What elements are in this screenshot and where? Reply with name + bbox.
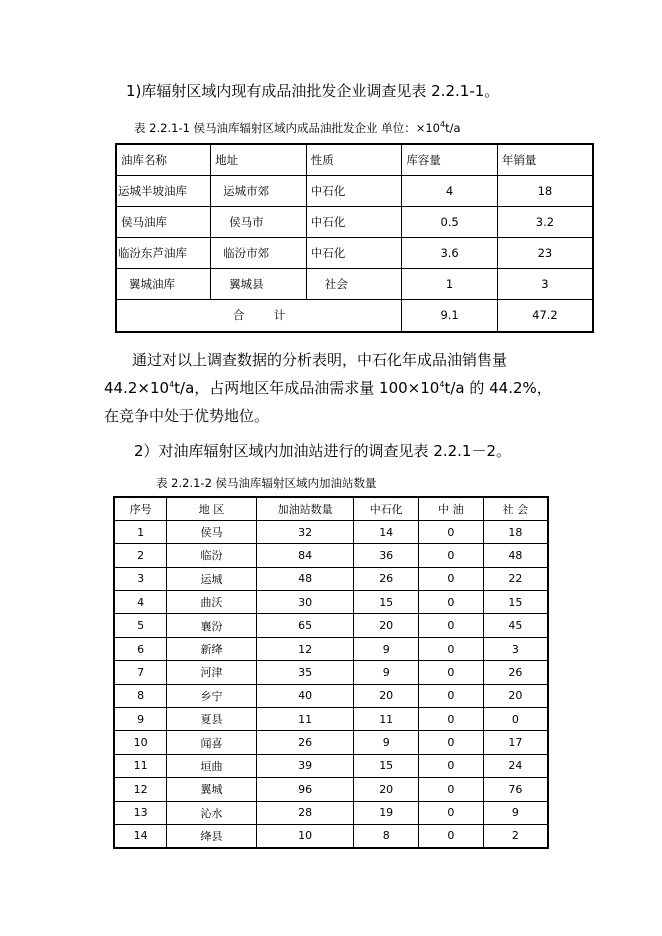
table2-cell: 20 [354, 684, 419, 707]
table2-cell: 65 [256, 614, 354, 637]
table2-cell: 4 [114, 591, 167, 614]
table2-cell: 15 [483, 591, 548, 614]
table-row [114, 778, 548, 801]
table2-cell: 48 [483, 544, 548, 567]
table2-cell: 26 [256, 731, 354, 754]
table1-total-capacity: 9.1 [402, 299, 498, 332]
table2-cell: 10 [114, 731, 167, 754]
table-row [114, 731, 548, 754]
table2-cell: 0 [419, 544, 484, 567]
table-row [114, 614, 548, 637]
table2-cell: 9 [354, 661, 419, 684]
table2-cell: 0 [419, 801, 484, 824]
table2-header-cell: 序号 [114, 497, 167, 520]
table2-cell: 15 [354, 754, 419, 777]
section1-intro: 1)库辐射区域内现有成品油批发企业调查见表 2.2.1-1。 [126, 82, 500, 100]
table2-cell: 20 [354, 778, 419, 801]
table1-cell: 1 [402, 268, 498, 299]
table2-cell: 20 [354, 614, 419, 637]
table1-total-row [116, 299, 593, 332]
table2-cell: 9 [354, 637, 419, 660]
table2-caption: 表 2.2.1-2 侯马油库辐射区域内加油站数量 [156, 476, 377, 490]
table2-cell: 0 [419, 754, 484, 777]
table2-cell: 0 [419, 591, 484, 614]
table1-cell: 18 [497, 175, 593, 206]
table2-cell: 40 [256, 684, 354, 707]
table-row [114, 684, 548, 707]
table1-header-cell: 性质 [306, 144, 402, 175]
table1-header-cell: 年销量 [497, 144, 593, 175]
table1-cell: 社会 [306, 268, 402, 299]
table1-header-row [116, 144, 593, 175]
table-row [114, 591, 548, 614]
table2-header-cell: 中石化 [354, 497, 419, 520]
table1-cell: 翼城县 [211, 268, 307, 299]
table2-cell: 9 [483, 801, 548, 824]
table2-header-cell: 中 油 [419, 497, 484, 520]
table1-caption-exponent: 4 [439, 120, 446, 130]
table2-cell: 11 [114, 754, 167, 777]
table2-cell: 76 [483, 778, 548, 801]
analysis-line1: 通过对以上调查数据的分析表明，中石化年成品油销售量 [132, 351, 508, 369]
table1-cell: 中石化 [306, 206, 402, 237]
table2-cell: 临汾 [167, 544, 257, 567]
table2-body [114, 520, 548, 847]
table2-cell: 7 [114, 661, 167, 684]
table2-header-cell: 加油站数量 [256, 497, 354, 520]
table2-cell: 6 [114, 637, 167, 660]
table2-cell: 曲沃 [167, 591, 257, 614]
table1-header-cell: 油库名称 [116, 144, 211, 175]
analysis-line2-c: t/a 的 44.2%， [444, 379, 552, 397]
table2-cell: 11 [354, 708, 419, 731]
table2-cell: 0 [419, 661, 484, 684]
table2-cell: 0 [419, 778, 484, 801]
table1-cell: 运城半坡油库 [116, 175, 211, 206]
table1-cell: 运城市郊 [211, 175, 307, 206]
table-row [114, 801, 548, 824]
table2-cell: 2 [483, 824, 548, 847]
table2-cell: 垣曲 [167, 754, 257, 777]
table2-cell: 乡宁 [167, 684, 257, 707]
analysis-line2 [104, 374, 604, 402]
table1-total-sales: 47.2 [497, 299, 593, 332]
table2-cell: 襄汾 [167, 614, 257, 637]
table2-cell: 0 [419, 637, 484, 660]
table2-cell: 10 [256, 824, 354, 847]
table1-caption-main: 表 2.2.1-1 侯马油库辐射区域内成品油批发企业 单位：×10 [134, 121, 440, 135]
table-row [114, 661, 548, 684]
table2-cell: 0 [419, 520, 484, 543]
table-row [116, 268, 593, 299]
table2-header-row [114, 497, 548, 520]
table2-header-cell: 地 区 [167, 497, 257, 520]
table2-cell: 0 [419, 614, 484, 637]
table2-cell: 39 [256, 754, 354, 777]
table2-cell: 绛县 [167, 824, 257, 847]
table2-cell: 9 [354, 731, 419, 754]
table1-cell: 0.5 [402, 206, 498, 237]
table2-cell: 5 [114, 614, 167, 637]
table2-cell: 3 [483, 637, 548, 660]
table2-cell: 18 [483, 520, 548, 543]
table2-cell: 17 [483, 731, 548, 754]
table2-cell: 45 [483, 614, 548, 637]
table1-cell: 中石化 [306, 175, 402, 206]
analysis-line3: 在竞争中处于优势地位。 [104, 407, 270, 425]
analysis-exponent1: 4 [169, 380, 175, 389]
analysis-line2-b: t/a，占两地区年成品油需求量 100×10 [174, 379, 440, 397]
analysis-exponent2: 4 [439, 380, 445, 389]
table2-cell: 48 [256, 567, 354, 590]
table1-cell: 3.6 [402, 237, 498, 268]
table2-header-cell: 社 会 [483, 497, 548, 520]
table2-cell: 30 [256, 591, 354, 614]
table-row [114, 544, 548, 567]
section2-intro: 2）对油库辐射区域内加油站进行的调查见表 2.2.1－2。 [134, 442, 512, 460]
table2-cell: 96 [256, 778, 354, 801]
table-row [114, 708, 548, 731]
table2-cell: 翼城 [167, 778, 257, 801]
table2-cell: 14 [114, 824, 167, 847]
table1-cell: 侯马市 [211, 206, 307, 237]
table1-cell: 23 [497, 237, 593, 268]
table1-cell: 翼城油库 [116, 268, 211, 299]
table2-cell: 13 [114, 801, 167, 824]
table2-cell: 11 [256, 708, 354, 731]
table1-caption-unit: t/a [445, 121, 461, 135]
table2-cell: 32 [256, 520, 354, 543]
table2-cell: 0 [419, 684, 484, 707]
table2-cell: 侯马 [167, 520, 257, 543]
wholesale-enterprise-table [115, 143, 594, 333]
table-row [114, 824, 548, 847]
table2-cell: 运城 [167, 567, 257, 590]
table2-cell: 24 [483, 754, 548, 777]
table2-cell: 0 [419, 567, 484, 590]
table2-cell: 9 [114, 708, 167, 731]
table1-total-label: 合 计 [116, 299, 402, 332]
table2-cell: 0 [419, 824, 484, 847]
table2-cell: 26 [483, 661, 548, 684]
table2-cell: 8 [354, 824, 419, 847]
table2-cell: 3 [114, 567, 167, 590]
table2-cell: 0 [483, 708, 548, 731]
table-row [116, 206, 593, 237]
table1-cell: 3 [497, 268, 593, 299]
table2-cell: 36 [354, 544, 419, 567]
analysis-paragraph [104, 346, 604, 430]
table2-cell: 28 [256, 801, 354, 824]
table2-cell: 15 [354, 591, 419, 614]
table2-cell: 8 [114, 684, 167, 707]
table1-header-cell: 地址 [211, 144, 307, 175]
table-row [114, 637, 548, 660]
gas-station-table [113, 496, 549, 849]
table2-cell: 2 [114, 544, 167, 567]
table2-cell: 新绛 [167, 637, 257, 660]
table2-cell: 26 [354, 567, 419, 590]
table1-caption [134, 120, 461, 136]
table-row [116, 237, 593, 268]
analysis-line2-a: 44.2×10 [104, 379, 170, 397]
table2-cell: 12 [114, 778, 167, 801]
table1-cell: 4 [402, 175, 498, 206]
table2-cell: 19 [354, 801, 419, 824]
table-row [114, 754, 548, 777]
table1-cell: 临汾市郊 [211, 237, 307, 268]
table2-cell: 35 [256, 661, 354, 684]
table2-cell: 1 [114, 520, 167, 543]
table2-cell: 夏县 [167, 708, 257, 731]
table1-cell: 临汾东芦油库 [116, 237, 211, 268]
table2-cell: 20 [483, 684, 548, 707]
table1-cell: 中石化 [306, 237, 402, 268]
table2-cell: 0 [419, 731, 484, 754]
table1-cell: 3.2 [497, 206, 593, 237]
table2-cell: 0 [419, 708, 484, 731]
table2-cell: 闻喜 [167, 731, 257, 754]
table2-cell: 14 [354, 520, 419, 543]
table2-cell: 12 [256, 637, 354, 660]
table-row [114, 567, 548, 590]
table1-header-cell: 库容量 [402, 144, 498, 175]
table-row [114, 520, 548, 543]
table2-cell: 84 [256, 544, 354, 567]
table2-cell: 沁水 [167, 801, 257, 824]
table1-cell: 侯马油库 [116, 206, 211, 237]
table2-cell: 22 [483, 567, 548, 590]
table-row [116, 175, 593, 206]
table2-cell: 河津 [167, 661, 257, 684]
